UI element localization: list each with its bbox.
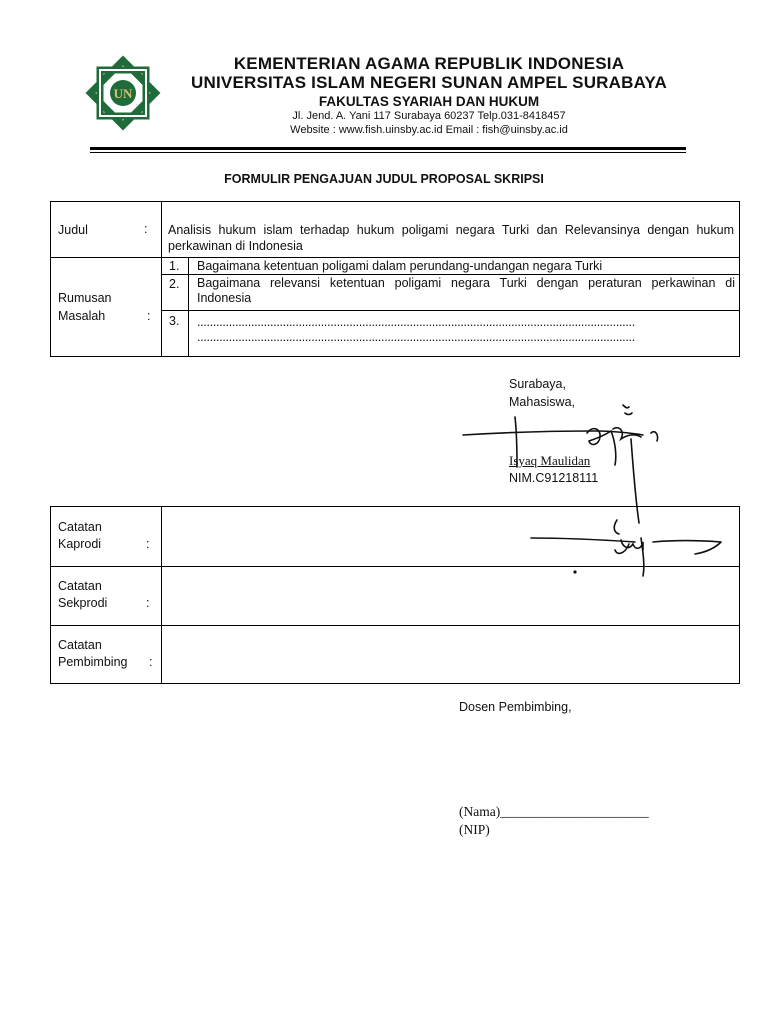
rumusan-item-2: Bagaimana relevansi ketentuan poligami negara Turki dengan peraturan perkawinan di Indonesia	[197, 276, 735, 305]
rumusan-label-line1: Rumusan	[58, 291, 112, 305]
note-label-line1: Catatan	[58, 638, 102, 652]
note-label-line2: Sekprodi	[58, 596, 108, 610]
student-name: Isyaq Maulidan	[509, 453, 591, 468]
item-number: 1.	[169, 259, 180, 273]
table-divider	[161, 202, 162, 356]
university-logo	[84, 54, 162, 132]
note-label-line2: Pembimbing	[58, 655, 128, 669]
kaprodi-signature-icon	[525, 510, 725, 580]
signature-city: Surabaya,	[509, 377, 566, 391]
faculty-name: FAKULTAS SYARIAH DAN HUKUM	[318, 94, 540, 109]
rumusan-item-1: Bagaimana ketentuan poligami dalam perundang-undangan negara Turki	[197, 259, 603, 273]
uinsa-logo-icon	[84, 54, 162, 132]
judul-label: Judul	[58, 223, 88, 237]
university-name: UNIVERSITAS ISLAM NEGERI SUNAN AMPEL SURABAYA	[191, 73, 667, 92]
form-title: FORMULIR PENGAJUAN JUDUL PROPOSAL SKRIPSI	[224, 172, 544, 186]
rumusan-colon: :	[147, 309, 151, 323]
rumusan-item-3-dots-2: ..........................................................................................................................................	[197, 330, 635, 344]
student-nim: NIM.C91218111	[509, 471, 599, 485]
item-number: 2.	[169, 277, 180, 291]
header-rule-thin	[90, 152, 686, 153]
contact-line: Website : www.fish.uinsby.ac.id Email : fish@uinsby.ac.id	[290, 124, 568, 136]
signature-role: Mahasiswa,	[509, 395, 575, 409]
ministry-name: KEMENTERIAN AGAMA REPUBLIK INDONESIA	[233, 54, 625, 73]
svg-text:UN: UN	[113, 86, 133, 101]
proposal-table	[50, 201, 740, 357]
table-divider	[188, 257, 189, 356]
note-label-line1: Catatan	[58, 520, 102, 534]
rumusan-item-3-dots: ..........................................................................................................................................	[197, 315, 635, 329]
pembimbing-note-field[interactable]	[162, 626, 739, 683]
item-number: 3.	[169, 314, 180, 328]
table-divider	[161, 310, 739, 311]
note-colon: :	[149, 655, 153, 669]
header-rule-thick	[90, 147, 686, 150]
supervisor-nip: (NIP)	[459, 822, 490, 837]
judul-colon: :	[144, 222, 148, 236]
supervisor-name-line: (Nama)______________________	[459, 804, 649, 819]
note-label-line1: Catatan	[58, 579, 102, 593]
note-colon: :	[146, 537, 150, 551]
note-colon: :	[146, 596, 150, 610]
rumusan-label-line2: Masalah	[58, 309, 106, 323]
note-label-line2: Kaprodi	[58, 537, 102, 551]
table-divider	[161, 274, 739, 275]
address-line: Jl. Jend. A. Yani 117 Surabaya 60237 Telp.031-8418457	[292, 110, 566, 122]
judul-value: Analisis hukum islam terhadap hukum poligami negara Turki dan Relevansinya dengan hukum perkawinan di Indonesia	[168, 223, 734, 253]
supervisor-title: Dosen Pembimbing,	[459, 700, 572, 714]
